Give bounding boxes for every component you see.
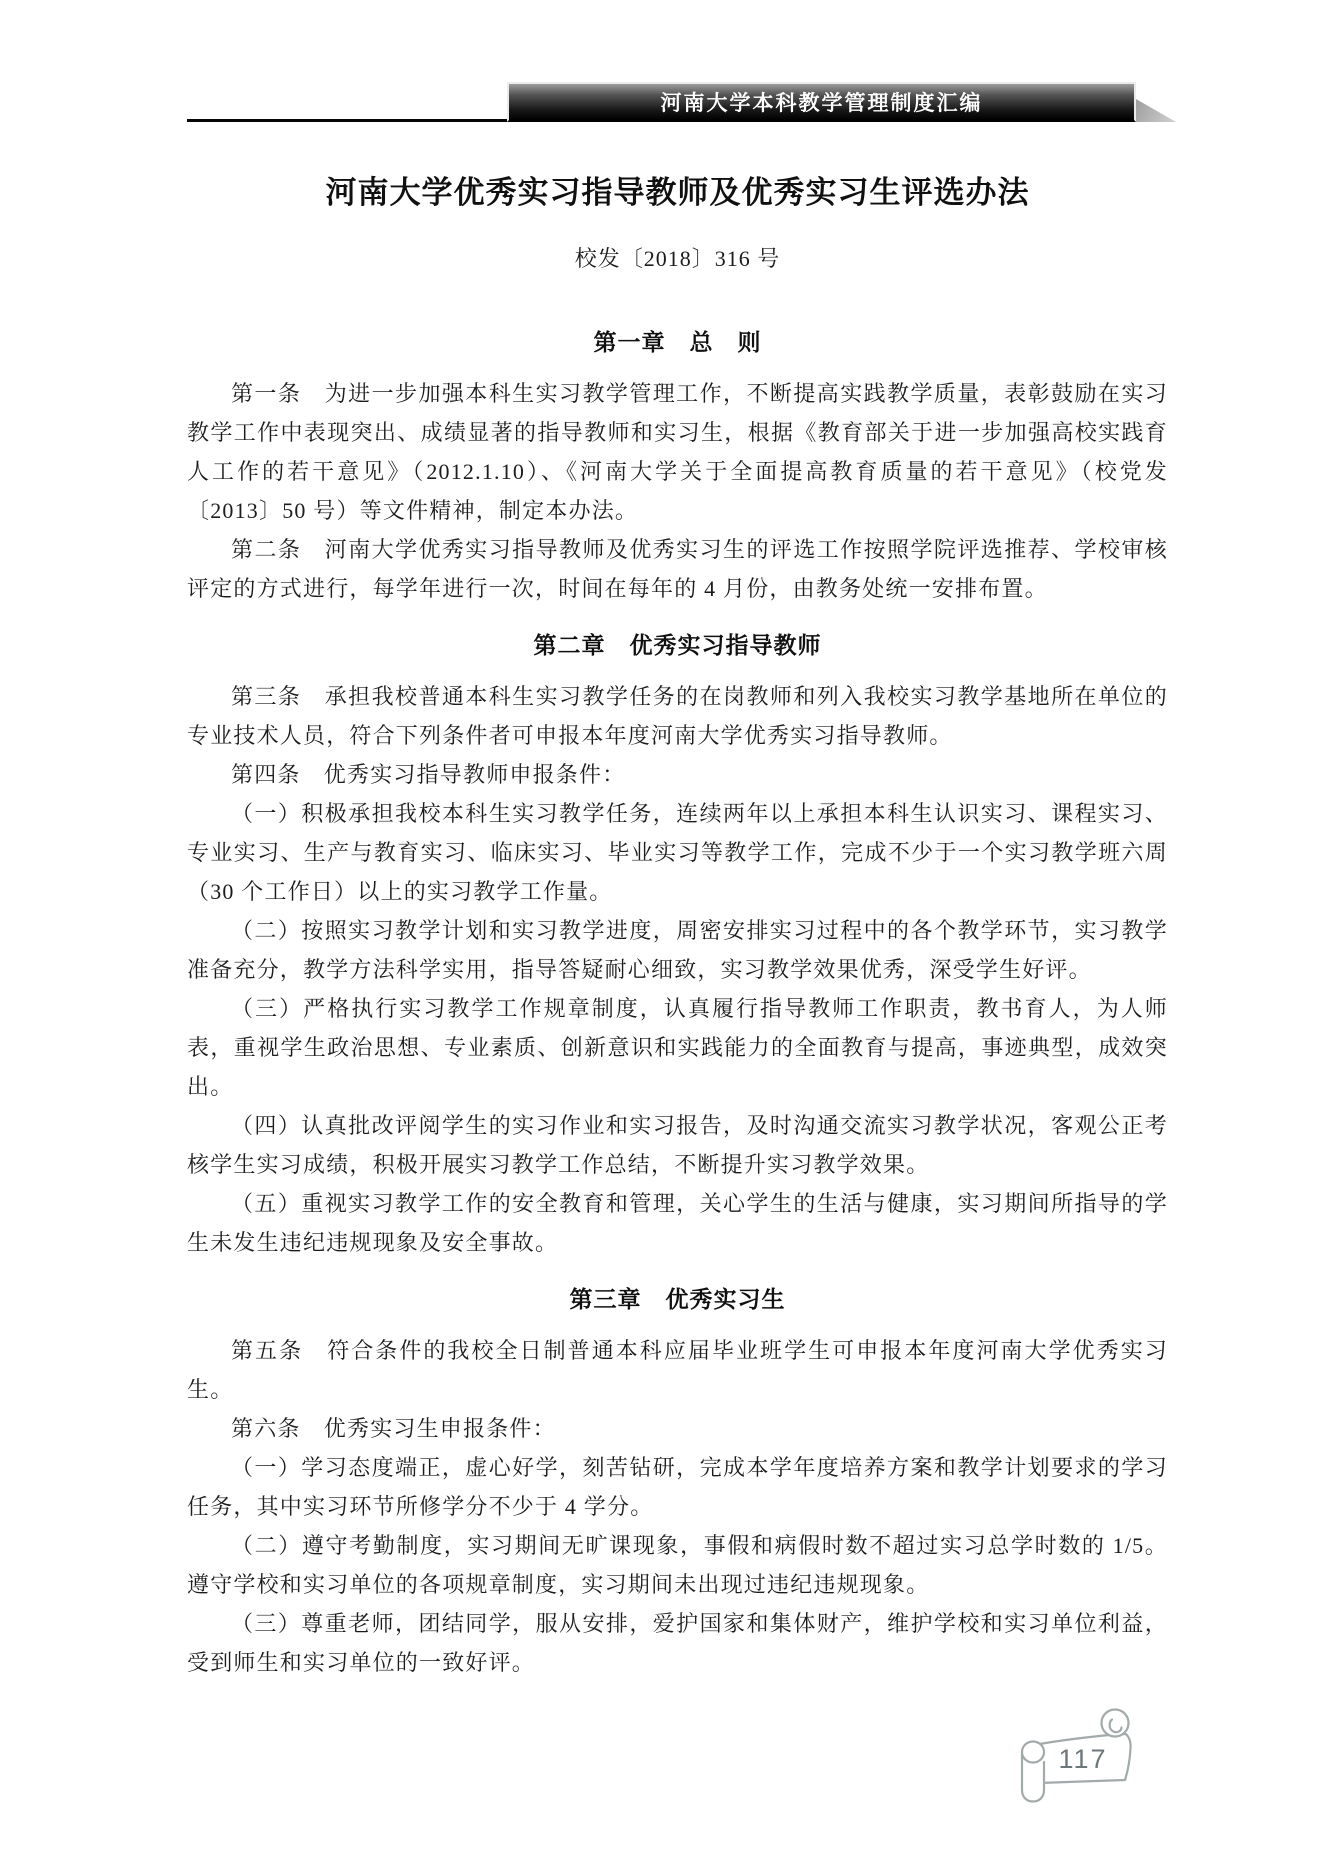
paragraph: （一）积极承担我校本科生实习教学任务，连续两年以上承担本科生认识实习、课程实习、专业实习、生产与教育实习、临床实习、毕业实习等教学工作，完成不少于一个实习教学班六周（30 个工作日）以上的实习教学工作量。 [187,801,1168,904]
banner-arrow-icon [1136,99,1176,122]
header-divider-line [187,119,508,122]
page-number-scroll [1008,1698,1140,1818]
scroll-icon [1008,1698,1140,1818]
document-sections [187,323,1168,1682]
document-content [187,160,1168,1682]
chapter-heading: 第一章 总 则 [593,329,762,355]
paragraph: （二）遵守考勤制度，实习期间无旷课现象，事假和病假时数不超过实习总学时数的 1/5。遵守学校和实习单位的各项规章制度，实习期间未出现过违纪违规现象。 [187,1533,1168,1597]
paragraph: （一）学习态度端正，虚心好学，刻苦钻研，完成本学年度培养方案和教学计划要求的学习任务，其中实习环节所修学分不少于 4 学分。 [187,1455,1168,1519]
document-number: 校发〔2018〕316 号 [574,246,781,271]
header-banner [507,82,1136,122]
paragraph: 第四条 优秀实习指导教师申报条件： [231,762,626,787]
paragraph: （二）按照实习教学计划和实习教学进度，周密安排实习过程中的各个教学环节，实习教学准备充分，教学方法科学实用，指导答疑耐心细致，实习教学效果优秀，深受学生好评。 [187,918,1168,982]
paragraph: （三）尊重老师，团结同学，服从安排，爱护国家和集体财产，维护学校和实习单位利益，受到师生和实习单位的一致好评。 [187,1611,1168,1675]
chapter-heading: 第三章 优秀实习生 [569,1286,786,1312]
paragraph: （三）严格执行实习教学工作规章制度，认真履行指导教师工作职责，教书育人，为人师表，重视学生政治思想、专业素质、创新意识和实践能力的全面教育与提高，事迹典型，成效突出。 [187,996,1168,1099]
paragraph: （四）认真批改评阅学生的实习作业和实习报告，及时沟通交流实习教学状况，客观公正考核学生实习成绩，积极开展实习教学工作总结，不断提升实习教学效果。 [187,1113,1168,1177]
paragraph: 第二条 河南大学优秀实习指导教师及优秀实习生的评选工作按照学院评选推荐、学校审核评定的方式进行，每学年进行一次，时间在每年的 4 月份，由教务处统一安排布置。 [187,537,1168,601]
paragraph: （五）重视实习教学工作的安全教育和管理，关心学生的生活与健康，实习期间所指导的学生未发生违纪违规现象及安全事故。 [187,1191,1168,1255]
document-title: 河南大学优秀实习指导教师及优秀实习生评选办法 [325,175,1030,210]
paragraph: 第三条 承担我校普通本科生实习教学任务的在岗教师和列入我校实习教学基地所在单位的专业技术人员，符合下列条件者可申报本年度河南大学优秀实习指导教师。 [187,684,1168,748]
paragraph: 第五条 符合条件的我校全日制普通本科应届毕业班学生可申报本年度河南大学优秀实习生。 [187,1338,1168,1402]
paragraph: 第六条 优秀实习生申报条件： [231,1416,556,1441]
paragraph: 第一条 为进一步加强本科生实习教学管理工作，不断提高实践教学质量，表彰鼓励在实习教学工作中表现突出、成绩显著的指导教师和实习生，根据《教育部关于进一步加强高校实践育人工作的若干意见》（2012.1.10）、《河南大学关于全面提高教育质量的若干意见》（校党发〔2013〕50 号）等文件精神，制定本办法。 [187,381,1168,523]
compilation-title: 河南大学本科教学管理制度汇编 [660,92,983,115]
page-number: 117 [1058,1744,1108,1774]
chapter-heading: 第二章 优秀实习指导教师 [533,632,822,658]
